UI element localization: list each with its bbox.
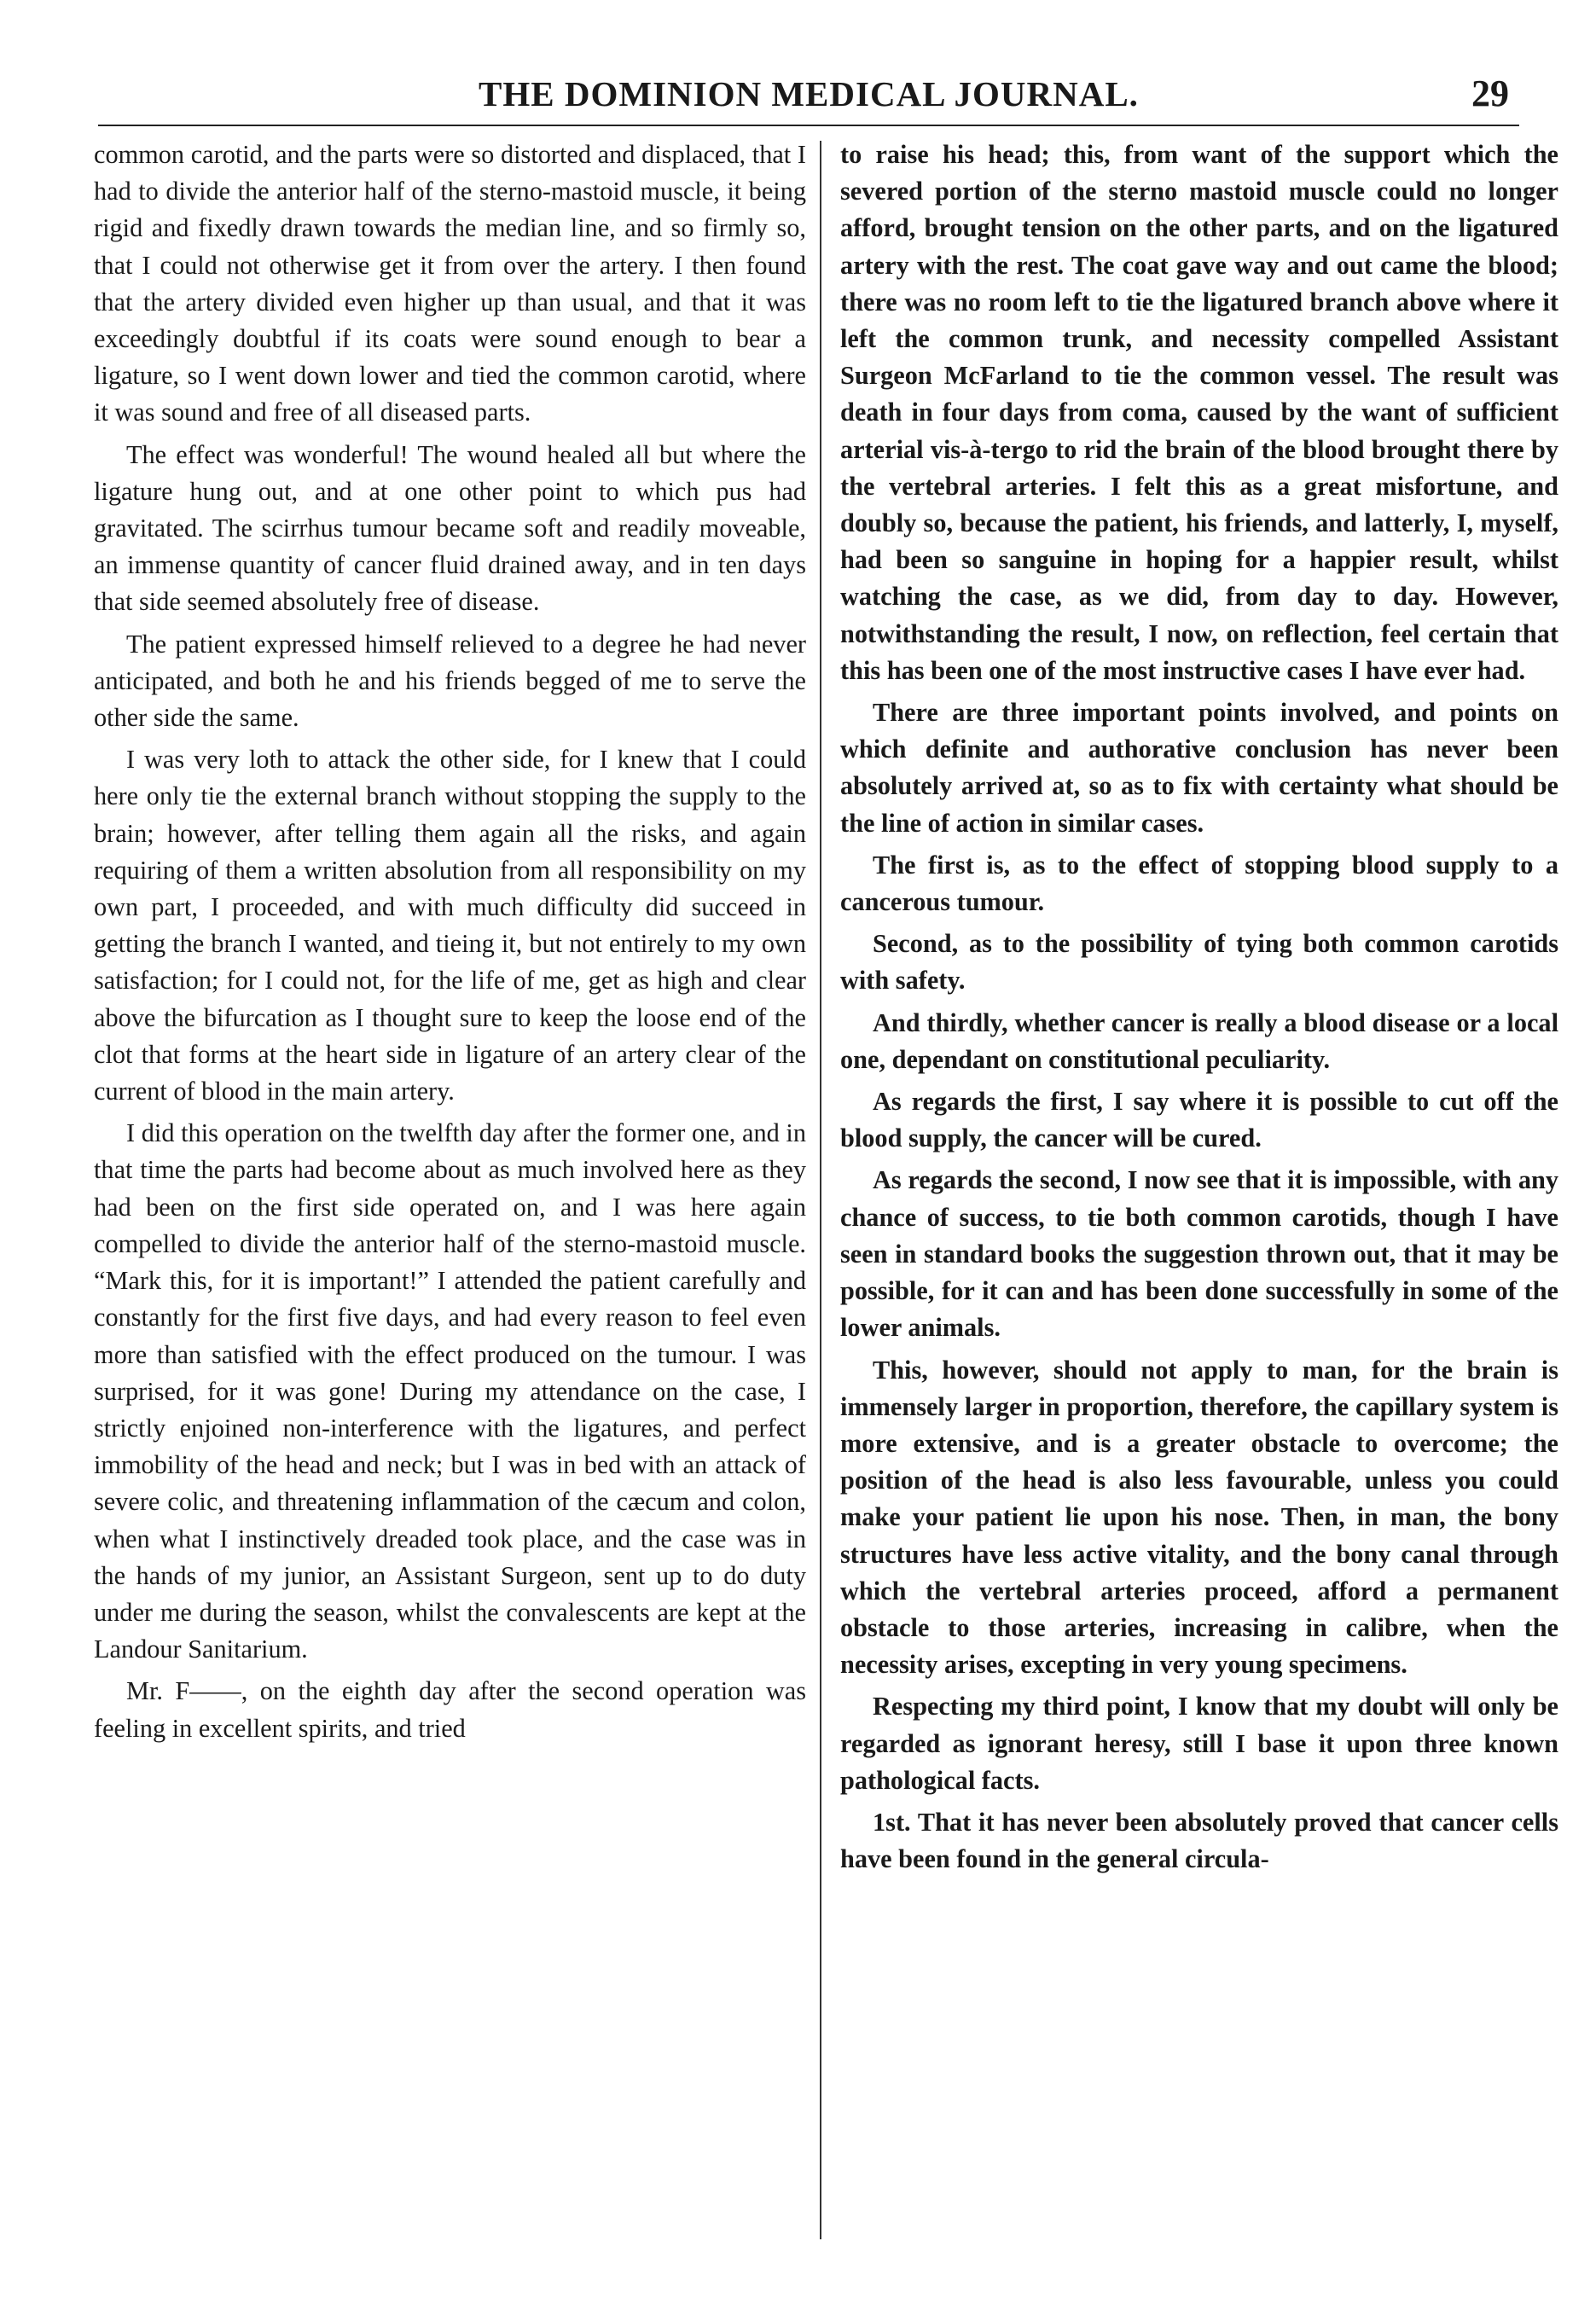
paragraph: Respecting my third point, I know that my doubt will only be regarded as ignorant heresy, still I base it upon three known pathological facts. bbox=[840, 1692, 1558, 1795]
paragraph: I was very loth to attack the other side, for I knew that I could here only tie the external branch without stopping the supply to the brain; however, after telling them again all the risks, and again requiring of them a written absolution from all responsibility on my own part, I proceeded, and with much difficulty did succeed in getting the branch I wanted, and tieing it, but not entirely to my own satisfaction; for I could not, for the life of me, get as high and clear above the bifurcation as I thought sure to keep the loose end of the clot that forms at the heart side in ligature of an artery clear of the current of blood in the main artery. bbox=[94, 745, 806, 1106]
paragraph: 1st. That it has never been absolutely proved that cancer cells have been found in the general circula- bbox=[840, 1807, 1558, 1874]
paragraph: There are three important points involved, and points on which definite and authorative conclusion has never been absolutely arrived at, so as to fix with certainty what should be the line of action in similar cases. bbox=[840, 698, 1558, 838]
paragraph: The patient expressed himself relieved to a degree he had never anticipated, and both he and his friends begged of me to serve the other side the same. bbox=[94, 629, 806, 733]
paragraph: to raise his head; this, from want of the support which the severed portion of the sterno mastoid muscle could no longer afford, brought tension on the other parts, and on the ligatured artery with the rest. The coat gave way and out came the blood; there was no room left to tie the ligatured branch above where it left the common trunk, and necessity compelled Assistant Surgeon McFarland to tie the common vessel. The result was death in four days from coma, caused by the want of sufficient arterial vis-à-tergo to rid the brain of the blood brought there by the vertebral arteries. I felt this as a great misfortune, and doubly so, because the patient, his friends, and latterly, I, myself, had been so sanguine in hoping for a happier result, whilst watching the case, as we did, from day to day. However, notwithstanding the result, I now, on reflection, feel certain that this has been one of the most instructive cases I have ever had. bbox=[840, 140, 1558, 685]
paragraph: As regards the first, I say where it is possible to cut off the blood supply, the cancer will be cured. bbox=[840, 1087, 1558, 1153]
paragraph: This, however, should not apply to man, for the brain is immensely larger in proportion, therefore, the capillary system is more extensive, and is a greater obstacle to overcome; the position of the head is also less favourable, unless you could make your patient lie upon his nose. Then, in man, the bony structures have less active vitality, and the bony canal through which the vertebral arteries proceed, afford a permanent obstacle to those arteries, increasing in calibre, when the necessity arises, excepting in very young specimens. bbox=[840, 1355, 1558, 1680]
column-divider bbox=[820, 141, 821, 2239]
right-column bbox=[840, 136, 1558, 1878]
paragraph: I did this operation on the twelfth day after the former one, and in that time the parts had become about as much involved here as they had been on the first side operated on, and I was here again compelled to divide the anterior half of the sterno-mastoid muscle. “Mark this, for it is important!” I attended the patient carefully and constantly for the first five days, and had every reason to feel even more than satisfied with the effect produced on the tumour. I was surprised, for it was gone! During my attendance on the case, I strictly enjoined non-interference with the ligatures, and perfect immobility of the head and neck; but I was in bed with an attack of severe colic, and threatening inflammation of the cæcum and colon, when what I instinctively dreaded took place, and the case was in the hands of my junior, an Assistant Surgeon, sent up to do duty under me during the season, whilst the convalescents are kept at the Landour Sanitarium. bbox=[94, 1118, 806, 1664]
paragraph: The first is, as to the effect of stopping blood supply to a cancerous tumour. bbox=[840, 850, 1558, 917]
paragraph: The effect was wonderful! The wound healed all but where the ligature hung out, and at one other point to which pus had gravitated. The scirrhus tumour became soft and readily moveable, an immense quantity of cancer fluid drained away, and in ten days that side seemed absolutely free of disease. bbox=[94, 439, 806, 617]
paragraph: And thirdly, whether cancer is really a blood disease or a local one, dependant on constitutional peculiarity. bbox=[840, 1007, 1558, 1074]
paragraph: common carotid, and the parts were so distorted and displaced, that I had to divide the anterior half of the sterno-mastoid muscle, it being rigid and fixedly drawn towards the median line, and so firmly so, that I could not otherwise get it from over the artery. I then found that the artery divided even higher up than usual, and that it was exceedingly doubtful if its coats were sound enough to bear a ligature, so I went down lower and tied the common carotid, where it was sound and free of all diseased parts. bbox=[94, 140, 806, 427]
header-rule bbox=[98, 125, 1519, 126]
paragraph: Mr. F——, on the eighth day after the second operation was feeling in excellent spirits, and tried bbox=[94, 1676, 806, 1743]
running-header bbox=[98, 70, 1519, 119]
paragraph: As regards the second, I now see that it is impossible, with any chance of success, to tie both common carotids, though I have seen in standard books the suggestion thrown out, that it may be possible, for it can and has been done successfully in some of the lower animals. bbox=[840, 1165, 1558, 1343]
page-number: 29 bbox=[1471, 73, 1509, 114]
paragraph: Second, as to the possibility of tying both common carotids with safety. bbox=[840, 929, 1558, 996]
left-column bbox=[94, 136, 806, 1747]
journal-title: THE DOMINION MEDICAL JOURNAL. bbox=[479, 74, 1139, 113]
